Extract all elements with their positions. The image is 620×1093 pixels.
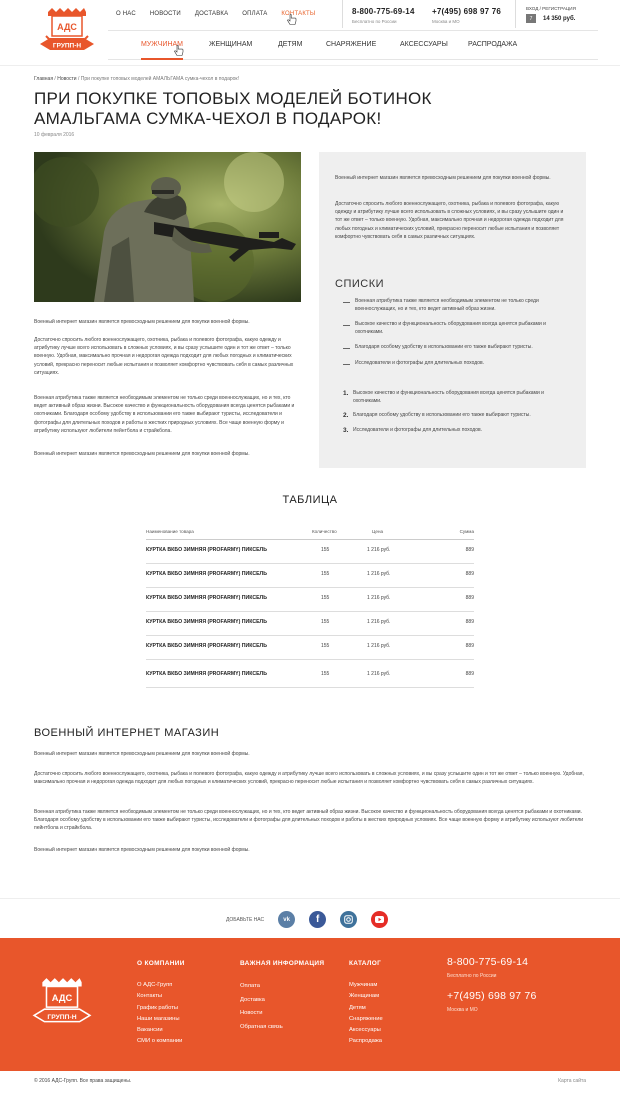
- table-row: [146, 588, 474, 612]
- phone-number: 8-800-775-69-14: [447, 956, 529, 968]
- facebook-icon[interactable]: [309, 911, 326, 928]
- bullet-item: [343, 360, 573, 368]
- item-number: 1.: [343, 390, 349, 397]
- article-paragraph: Военный интернет магазин является превосходным решением для покупки военной формы.: [34, 451, 250, 457]
- bullet-text: Благодаря особому удобству в использовании его также выбирают туристы.: [355, 344, 533, 351]
- header-divider: [342, 0, 343, 28]
- column-header: Наименование товара: [146, 529, 194, 534]
- mainnav-accessories[interactable]: АКСЕССУАРЫ: [400, 41, 448, 48]
- section-heading: ВОЕННЫЙ ИНТЕРНЕТ МАГАЗИН: [34, 727, 220, 739]
- phone-number: 8-800-775-69-14: [352, 7, 415, 16]
- item-number: 3.: [343, 426, 349, 434]
- breadcrumb-separator: /: [54, 76, 56, 82]
- item-number: 2.: [343, 412, 349, 420]
- footer-logo-top: АДС: [51, 992, 73, 1003]
- section-paragraph: Военная атрибутика также является необходимым элементом не только среди военнослужащих, но и тех, кто ведет активный образ жизни. Высокое качество и функциональность оборудования всегда ценятся рыбаками и охотниками. Благодаря особому удобству в использовании его также выбирают туристы, исследователи и фотографы для длительных походов и работы в жестких природных условиях. Все чаще военную форму и атрибутику используют любители пейнтбола и страйкбола.: [34, 809, 584, 832]
- phone-caption: Москва и МО: [432, 19, 460, 24]
- breadcrumb-news[interactable]: Новости: [57, 76, 77, 82]
- phone-number: +7(495) 698 97 76: [432, 7, 502, 16]
- footer-link[interactable]: Мужчинам: [349, 982, 378, 988]
- site-logo[interactable]: [38, 6, 96, 58]
- info-box: [319, 152, 586, 468]
- cell-qty: 155: [321, 643, 330, 649]
- cell-name: КУРТКА ВКБО ЗИМНЯЯ (PROFARMY) ПИКСЕЛЬ: [146, 595, 267, 601]
- lists-heading: СПИСКИ: [335, 278, 385, 290]
- topnav-payment[interactable]: ОПЛАТА: [242, 11, 268, 17]
- social-bar: [226, 911, 402, 928]
- footer-link[interactable]: Женщинам: [349, 993, 380, 1000]
- column-header: Количество: [312, 529, 337, 534]
- footer-link[interactable]: СМИ о компании: [137, 1038, 183, 1045]
- mainnav-women[interactable]: ЖЕНЩИНАМ: [209, 41, 253, 48]
- mainnav-sale[interactable]: РАСПРОДАЖА: [468, 41, 518, 48]
- footer-link[interactable]: Контакты: [137, 993, 163, 1000]
- cell-sum: 889: [465, 643, 474, 649]
- top-navigation: [116, 11, 329, 17]
- column-header: Цена: [372, 529, 384, 534]
- cell-sum: 889: [465, 619, 474, 625]
- numbered-item: [343, 427, 573, 435]
- footer-col-about: [137, 980, 182, 1048]
- footer-link[interactable]: Аксессуары: [349, 1027, 381, 1034]
- youtube-icon[interactable]: [371, 911, 388, 928]
- cell-price: 1 216 руб.: [367, 619, 391, 625]
- svg-text:АДС: АДС: [57, 22, 77, 32]
- cell-sum: 889: [465, 571, 474, 577]
- svg-text:ГРУПП-Н: ГРУПП-Н: [52, 42, 82, 50]
- item-text: Высокое качество и функциональность оборудования всегда ценятся рыбаками и охотниками.: [353, 390, 544, 404]
- youtube-glyph: [375, 916, 384, 923]
- cell-sum: 889: [465, 547, 474, 553]
- breadcrumb-home[interactable]: Главная: [34, 76, 54, 82]
- article-paragraph: Военный интернет магазин является превосходным решением для покупки военной формы.: [34, 319, 250, 325]
- box-paragraph: Военный интернет магазин является превосходным решением для покупки военной формы.: [335, 175, 551, 181]
- footer-logo[interactable]: [32, 976, 92, 1030]
- article-paragraph: Военная атрибутика также является необходимым элементом не только среди военнослужащих, но и тех, кто ведет активный образ жизни. Высокое качество и функциональность оборудования всегда ценятся рыбаками и охотниками. Благодаря особому удобству в использовании его также выбирают туристы, исследователи и фотографы для длительных походов и работы в жестких природных условиях. Все чаще военную форму и атрибутику используют любители пейнтбола и страйкбола.: [34, 395, 295, 434]
- mainnav-equipment[interactable]: СНАРЯЖЕНИЕ: [326, 41, 377, 48]
- cart-icon: [526, 14, 536, 23]
- breadcrumb-current: При покупке топовых моделей АМАЛЬГАМА сумка-чехол в подарок!: [80, 76, 239, 82]
- breadcrumb-separator: /: [77, 76, 80, 82]
- header-line: [108, 30, 598, 31]
- numbered-item: [343, 412, 573, 420]
- bullet-item: [343, 344, 573, 352]
- cell-qty: 155: [321, 571, 330, 577]
- bullet-list: [343, 298, 573, 376]
- cell-name: КУРТКА ВКБО ЗИМНЯЯ (PROFARMY) ПИКСЕЛЬ: [146, 571, 267, 577]
- footer: [0, 938, 620, 1071]
- page-title: ПРИ ПОКУПКЕ ТОПОВЫХ МОДЕЛЕЙ БОТИНОК АМАЛЬГАМА СУМКА-ЧЕХОЛ В ПОДАРОК!: [34, 89, 432, 128]
- copyright: © 2016 АДС-Групп. Все права защищены.: [34, 1078, 132, 1084]
- footer-link[interactable]: Новости: [240, 1010, 263, 1016]
- mainnav-men[interactable]: МУЖЧИНАМ: [141, 41, 183, 48]
- vk-icon[interactable]: [278, 911, 295, 928]
- footer-col-title: О КОМПАНИИ: [137, 960, 185, 967]
- social-label: ДОБАВЬТЕ НАС: [226, 916, 265, 923]
- cell-qty: 155: [321, 595, 330, 601]
- item-text: Благодаря особому удобству в использовании его также выбирают туристы.: [353, 412, 531, 419]
- hand-cursor-icon: [287, 14, 297, 26]
- cart-total: 14 350 руб.: [543, 15, 576, 22]
- phone-number: +7(495) 698 97 76: [447, 990, 537, 1002]
- table-row: [146, 564, 474, 588]
- footer-col-title: ВАЖНАЯ ИНФОРМАЦИЯ: [240, 960, 325, 967]
- footer-link[interactable]: График работы: [137, 1004, 179, 1011]
- topnav-delivery[interactable]: ДОСТАВКА: [194, 11, 229, 17]
- table-row: [146, 664, 474, 688]
- section-paragraph: Достаточно спросить любого военнослужащего, охотника, рыбака и полевого фотографа, какую одежду и атрибутику лучше всего использовать в сложных условиях, и вы сразу услышите один и тот же ответ – только военную. Удобная, максимально прочная и недорогая одежда подходит для любых погодных и климатических условий, прекрасно переносит любые испытания и позволяет комфортно чувствовать себя в самых различных ситуациях.: [34, 771, 584, 786]
- footer-link[interactable]: Распродажа: [349, 1038, 382, 1045]
- header-divider: [515, 0, 516, 28]
- bullet-text: Военная атрибутика также является необходимым элементом не только среди военнослужащих, но и тех, кто ведет активный образ жизни.: [355, 298, 539, 312]
- instagram-icon[interactable]: [340, 911, 357, 928]
- footer-link[interactable]: Оплата: [240, 983, 260, 989]
- cell-qty: 155: [321, 619, 330, 625]
- separator: [0, 65, 620, 66]
- bullet-text: Исследователи и фотографы для длительных походов.: [355, 359, 485, 366]
- header-phone-1[interactable]: [352, 7, 415, 24]
- table-row: [146, 612, 474, 636]
- cell-sum: 889: [465, 595, 474, 601]
- hand-cursor-icon: [174, 45, 184, 57]
- cell-name: КУРТКА ВКБО ЗИМНЯЯ (PROFARMY) ПИКСЕЛЬ: [146, 643, 267, 649]
- cell-price: 1 216 руб.: [367, 547, 391, 553]
- footer-link[interactable]: Доставка: [240, 996, 265, 1003]
- cell-sum: 889: [465, 671, 474, 677]
- footer-col-catalog: [349, 980, 383, 1048]
- cell-price: 1 216 руб.: [367, 595, 391, 601]
- footer-phone-2[interactable]: [447, 990, 537, 1013]
- bullet-item: [343, 321, 573, 336]
- dash-icon: [343, 348, 350, 349]
- instagram-glyph: [344, 915, 353, 924]
- section-paragraph: Военный интернет магазин является превосходным решением для покупки военной формы.: [34, 751, 250, 757]
- dash-icon: [343, 325, 350, 326]
- footer-bottom-bar: [0, 1071, 620, 1093]
- phone-caption: Бесплатно по России: [447, 973, 497, 979]
- cart-widget[interactable]: [526, 14, 575, 23]
- numbered-list: [343, 390, 573, 441]
- footer-link[interactable]: Наши магазины: [137, 1015, 180, 1022]
- article-paragraph: Достаточно спросить любого военнослужащего, охотника, рыбака и полевого фотографа, какую одежду и атрибутику лучше всего использовать в сложных условиях, и вы сразу услышите один и тот же ответ – только военную. Удобная, максимально прочная и недорогая одежда подходит для любых погодных и климатических условий, прекрасно переносит любые испытания и позволяет комфортно чувствовать себя в самых различных ситуациях.: [34, 337, 294, 376]
- section-paragraph: Военный интернет магазин является превосходным решением для покупки военной формы.: [34, 847, 250, 853]
- dash-icon: [343, 302, 350, 303]
- phone-caption: Бесплатно по России: [352, 19, 397, 24]
- cell-price: 1 216 руб.: [367, 671, 391, 677]
- footer-link[interactable]: О АДС-Групп: [137, 982, 173, 988]
- active-nav-underline: [141, 58, 183, 60]
- cell-name: КУРТКА ВКБО ЗИМНЯЯ (PROFARMY) ПИКСЕЛЬ: [146, 671, 267, 677]
- column-header: Сумма: [459, 529, 474, 534]
- mainnav-kids[interactable]: ДЕТЯМ: [278, 41, 303, 48]
- numbered-item: [343, 390, 573, 405]
- bullet-item: [343, 298, 573, 313]
- topnav-contacts[interactable]: КОНТАКТЫ: [281, 11, 316, 17]
- bullet-text: Высокое качество и функциональность оборудования всегда ценятся рыбаками и охотниками.: [355, 321, 546, 335]
- footer-phone-1[interactable]: [447, 956, 528, 979]
- sitemap-link[interactable]: Карта сайта: [558, 1078, 586, 1084]
- footer-logo-bottom: ГРУПП-Н: [47, 1014, 77, 1022]
- article-photo-soldier: [34, 152, 301, 302]
- topnav-news[interactable]: НОВОСТИ: [149, 11, 181, 17]
- footer-col-info: [240, 980, 283, 1034]
- login-link[interactable]: ВХОД / РЕГИСТРАЦИЯ: [526, 6, 576, 11]
- cell-qty: 155: [321, 547, 330, 553]
- cell-qty: 155: [321, 671, 330, 677]
- fb-glyph: f: [315, 914, 320, 925]
- cell-name: КУРТКА ВКБО ЗИМНЯЯ (PROFARMY) ПИКСЕЛЬ: [146, 547, 267, 553]
- dash-icon: [343, 364, 350, 365]
- header-phone-2[interactable]: [432, 7, 501, 24]
- box-paragraph: Достаточно спросить любого военнослужащего, охотника, рыбака и полевого фотографа, какую одежду и атрибутику лучше всего использовать в сложных условиях, и вы сразу услышите один и тот же ответ – только военную. Удобная, максимально прочная и недорогая одежда подходит для любых погодных и климатических условий, прекрасно переносит любые испытания и позволяет комфортно чувствовать себя в самых различных ситуациях.: [335, 201, 564, 240]
- item-text: Исследователи и фотографы для длительных походов.: [353, 426, 483, 433]
- cell-price: 1 216 руб.: [367, 571, 391, 577]
- table-row: [146, 540, 474, 564]
- cart-count: 7: [529, 15, 533, 22]
- cell-name: КУРТКА ВКБО ЗИМНЯЯ (PROFARMY) ПИКСЕЛЬ: [146, 619, 267, 625]
- cell-price: 1 216 руб.: [367, 643, 391, 649]
- footer-link[interactable]: Обратная связь: [240, 1023, 283, 1030]
- vk-glyph: vk: [283, 916, 290, 923]
- breadcrumb: [34, 76, 239, 82]
- topnav-about[interactable]: О НАС: [116, 11, 136, 17]
- article-date: 10 февраля 2016: [34, 132, 75, 138]
- table-heading: ТАБЛИЦА: [282, 494, 338, 506]
- separator: [0, 898, 620, 899]
- phone-caption: Москва и МО: [447, 1007, 478, 1013]
- footer-link[interactable]: Снаряжение: [349, 1015, 383, 1022]
- table-row: [146, 636, 474, 660]
- footer-col-title: КАТАЛОГ: [349, 960, 382, 967]
- footer-link[interactable]: Вакансии: [137, 1027, 163, 1034]
- footer-link[interactable]: Детям: [349, 1004, 366, 1011]
